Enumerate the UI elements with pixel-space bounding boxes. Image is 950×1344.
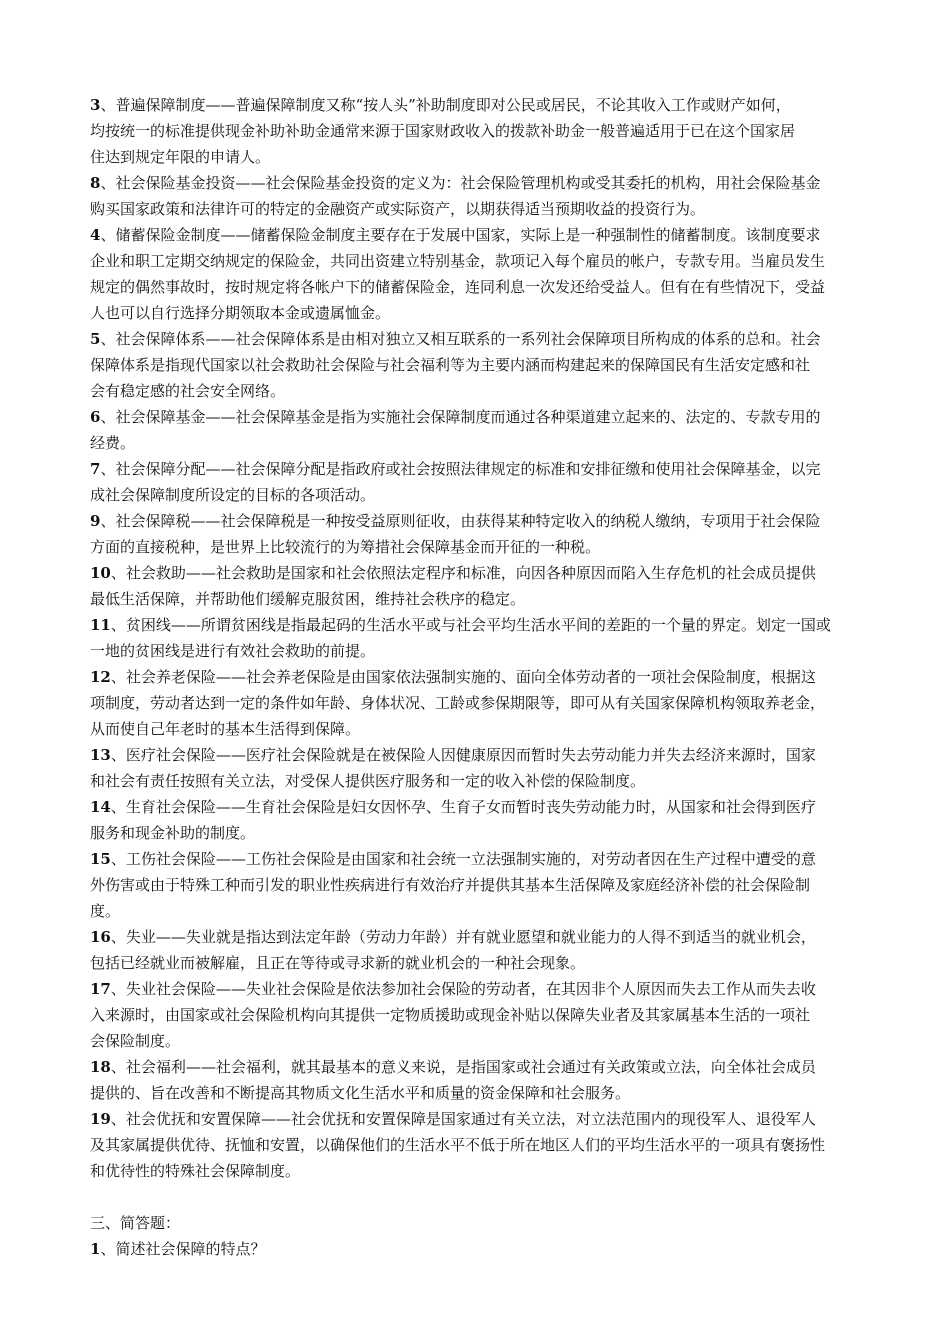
definition-item [90, 794, 910, 846]
item-number: 9 [90, 512, 101, 530]
item-text-line: 成社会保障制度所设定的目标的各项活动。 [90, 486, 376, 504]
item-text-line: 、社会保障税——社会保障税是一种按受益原则征收，由获得某种特定收入的纳税人缴纳，专项用于社会保险 [100, 512, 821, 530]
item-text-line: 包括已经就业而被解雇，且正在等待或寻求新的就业机会的一种社会现象。 [90, 954, 586, 972]
item-text-line: 会保险制度。 [90, 1032, 181, 1050]
definition-item [90, 664, 910, 742]
item-text-line: 及其家属提供优待、抚恤和安置，以确保他们的生活水平不低于所在地区人们的平均生活水平的一项具有褒扬性 [90, 1136, 826, 1154]
definition-item [90, 1106, 910, 1184]
item-number: 8 [90, 174, 101, 192]
item-text-line: 、贫困线——所谓贫困线是指最起码的生活水平或与社会平均生活水平间的差距的一个量的界定。划定一国或 [110, 616, 831, 634]
item-number: 10 [90, 564, 111, 582]
item-number: 14 [90, 798, 111, 816]
item-text-line: 方面的直接税种，是世界上比较流行的为筹措社会保障基金而开征的一种税。 [90, 538, 601, 556]
item-text-line: 和优待性的特殊社会保障制度。 [90, 1162, 301, 1180]
item-text-line: 均按统一的标准提供现金补助补助金通常来源于国家财政收入的拨款补助金一般普遍适用于已在这个国家居 [90, 122, 796, 140]
item-number: 3 [90, 96, 101, 114]
item-number: 7 [90, 460, 101, 478]
definition-item [90, 508, 910, 560]
item-text-line: 、医疗社会保险——医疗社会保险就是在被保险人因健康原因而暂时失去劳动能力并失去经济来源时，国家 [110, 746, 816, 764]
document-page [90, 92, 910, 1262]
item-text-line: 从而使自己年老时的基本生活得到保障。 [90, 720, 361, 738]
item-text-line: 项制度，劳动者达到一定的条件如年龄、身体状况、工龄或参保期限等，即可从有关国家保障机构领取养老金， [90, 694, 826, 712]
section-gap [90, 1184, 910, 1210]
item-text-line: 人也可以自行选择分期领取本金或遗属恤金。 [90, 304, 391, 322]
item-text-line: 提供的、旨在改善和不断提高其物质文化生活水平和质量的资金保障和社会服务。 [90, 1084, 631, 1102]
item-text-line: 、工伤社会保险——工伤社会保险是由国家和社会统一立法强制实施的，对劳动者因在生产过程中遭受的意 [110, 850, 816, 868]
question-item [90, 1236, 910, 1262]
item-text-line: 度。 [90, 902, 121, 920]
definition-item [90, 456, 910, 508]
definition-item [90, 222, 910, 326]
definition-item [90, 976, 910, 1054]
definition-item [90, 742, 910, 794]
item-number: 5 [90, 330, 101, 348]
item-text-line: 、普遍保障制度——普遍保障制度又称“按人头”补助制度即对公民或居民，不论其收入工作或财产如何， [100, 96, 791, 114]
item-text-line: 、社会保障分配——社会保障分配是指政府或社会按照法律规定的标准和安排征缴和使用社会保障基金，以完 [100, 460, 821, 478]
item-text-line: 会有稳定感的社会安全网络。 [90, 382, 286, 400]
definitions-list [90, 92, 910, 1184]
item-text-line: 经费。 [90, 434, 136, 452]
definition-item [90, 92, 910, 170]
item-number: 12 [90, 668, 111, 686]
item-text-line: 服务和现金补助的制度。 [90, 824, 256, 842]
definition-item [90, 924, 910, 976]
item-text-line: 和社会有责任按照有关立法，对受保人提供医疗服务和一定的收入补偿的保险制度。 [90, 772, 646, 790]
item-text-line: 保障体系是指现代国家以社会救助社会保险与社会福利等为主要内涵而构建起来的保障国民有生活安定感和社 [90, 356, 811, 374]
item-number: 13 [90, 746, 111, 764]
item-text-line: 一地的贫困线是进行有效社会救助的前提。 [90, 642, 376, 660]
item-text-line: 、储蓄保险金制度——储蓄保险金制度主要存在于发展中国家，实际上是一种强制性的储蓄制度。该制度要求 [100, 226, 821, 244]
item-text-line: 购买国家政策和法律许可的特定的金融资产或实际资产，以期获得适当预期收益的投资行为。 [90, 200, 706, 218]
item-text-line: 规定的偶然事故时，按时规定将各帐户下的储蓄保险金，连同利息一次发还给受益人。但有在有些情况下，受益 [90, 278, 826, 296]
item-text-line: 住达到规定年限的申请人。 [90, 148, 271, 166]
definition-item [90, 326, 910, 404]
item-text-line: 外伤害或由于特殊工种而引发的职业性疾病进行有效治疗并提供其基本生活保障及家庭经济补偿的社会保险制 [90, 876, 811, 894]
item-text-line: 、社会养老保险——社会养老保险是由国家依法强制实施的、面向全体劳动者的一项社会保险制度，根据这 [110, 668, 816, 686]
item-text-line: 、生育社会保险——生育社会保险是妇女因怀孕、生育子女而暂时丧失劳动能力时，从国家和社会得到医疗 [110, 798, 816, 816]
item-text-line: 、社会保障体系——社会保障体系是由相对独立又相互联系的一系列社会保障项目所构成的体系的总和。社会 [100, 330, 821, 348]
item-number: 4 [90, 226, 101, 244]
item-text-line: 企业和职工定期交纳规定的保险金，共同出资建立特别基金，款项记入每个雇员的帐户，专款专用。当雇员发生 [90, 252, 826, 270]
definition-item [90, 560, 910, 612]
definition-item [90, 846, 910, 924]
item-number: 11 [90, 616, 111, 634]
item-number: 6 [90, 408, 101, 426]
definition-item [90, 1054, 910, 1106]
item-text-line: 入来源时，由国家或社会保险机构向其提供一定物质援助或现金补贴以保障失业者及其家属基本生活的一项社 [90, 1006, 811, 1024]
item-number: 16 [90, 928, 111, 946]
question-text: 、简述社会保障的特点？ [100, 1240, 266, 1258]
item-text-line: 、失业社会保险——失业社会保险是依法参加社会保险的劳动者，在其因非个人原因而失去工作从而失去收 [110, 980, 816, 998]
question-number: 1 [90, 1240, 101, 1258]
definition-item [90, 404, 910, 456]
definition-item [90, 170, 910, 222]
item-text-line: 、社会救助——社会救助是国家和社会依照法定程序和标准，向因各种原因而陷入生存危机的社会成员提供 [110, 564, 816, 582]
item-number: 15 [90, 850, 111, 868]
item-text-line: 、社会保险基金投资——社会保险基金投资的定义为：社会保险管理机构或受其委托的机构，用社会保险基金 [100, 174, 821, 192]
item-text-line: 、社会优抚和安置保障——社会优抚和安置保障是国家通过有关立法，对立法范围内的现役军人、退役军人 [110, 1110, 816, 1128]
item-number: 18 [90, 1058, 111, 1076]
item-number: 19 [90, 1110, 111, 1128]
item-text-line: 、失业——失业就是指达到法定年龄（劳动力年龄）并有就业愿望和就业能力的人得不到适当的就业机会， [110, 928, 816, 946]
item-number: 17 [90, 980, 111, 998]
item-text-line: 、社会福利——社会福利，就其最基本的意义来说，是指国家或社会通过有关政策或立法，向全体社会成员 [110, 1058, 816, 1076]
section-heading: 三、简答题： [90, 1214, 181, 1232]
definition-item [90, 612, 910, 664]
item-text-line: 、社会保障基金——社会保障基金是指为实施社会保障制度而通过各种渠道建立起来的、法定的、专款专用的 [100, 408, 821, 426]
item-text-line: 最低生活保障，并帮助他们缓解克服贫困，维持社会秩序的稳定。 [90, 590, 526, 608]
